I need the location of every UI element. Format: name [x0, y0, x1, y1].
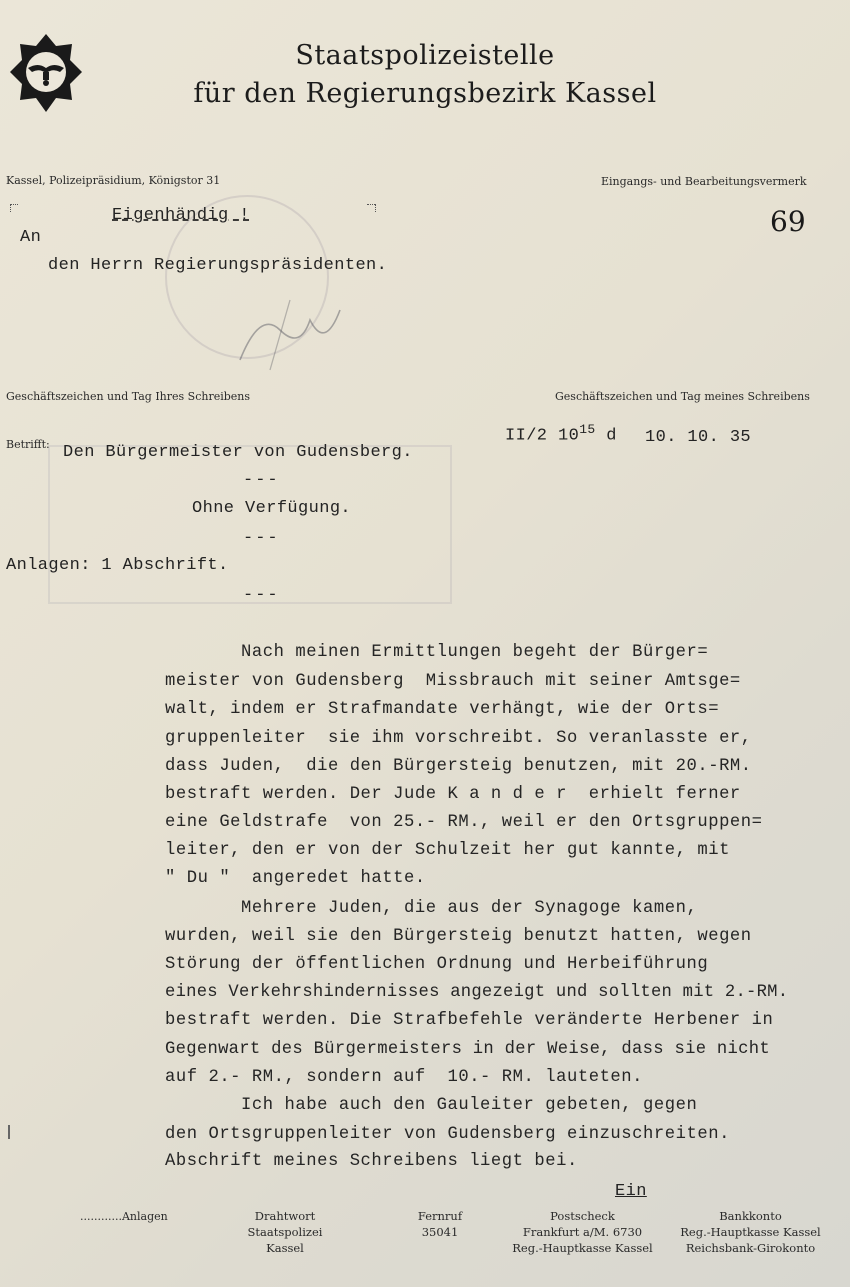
footer-text: Staatspolizei: [247, 1225, 323, 1239]
letterhead-title-line1: Staatspolizeistelle: [295, 40, 555, 71]
body-line: meister von Gudensberg Missbrauch mit seiner Amtsge=: [165, 672, 741, 691]
stamp-box: [48, 445, 452, 604]
body-line: leiter, den er von der Schulzeit her gut kannte, mit: [165, 841, 730, 860]
body-line: bestraft werden. Der Jude K a n d e r erhielt ferner: [165, 785, 741, 804]
footer-bankkonto: [668, 1208, 833, 1256]
body-line: Mehrere Juden, die aus der Synagoge kamen,: [165, 899, 698, 918]
body-line: den Ortsgruppenleiter von Gudensberg einzuschreiten.: [165, 1125, 730, 1144]
body-line: wurden, weil sie den Bürgersteig benutzt hatten, wegen: [165, 927, 752, 946]
their-reference-label: Geschäftszeichen und Tag Ihres Schreibens: [6, 390, 251, 403]
footer-text: Frankfurt a/M. 6730: [522, 1225, 643, 1239]
punch-mark: [8, 1125, 10, 1139]
body-line: Störung der öffentlichen Ordnung und Herbeiführung: [165, 955, 709, 974]
body-line: bestraft werden. Die Strafbefehle veränderte Herbener in: [165, 1011, 774, 1030]
attachments-line: Anlagen: 1 Abschrift.: [6, 556, 229, 575]
recipient-line1: An: [20, 228, 42, 247]
body-line: auf 2.- RM., sondern auf 10.- RM. lauteten.: [165, 1068, 644, 1087]
footer-text: Reichsbank-Girokonto: [685, 1241, 816, 1255]
body-line: eines Verkehrshindernisses angezeigt und sollten mit 2.-RM.: [165, 983, 789, 1002]
page-number: 69: [770, 205, 806, 238]
window-mark: [10, 204, 18, 205]
body-line: Gegenwart des Bürgermeisters in der Weise, dass sie nicht: [165, 1040, 771, 1059]
letterhead-title-line2: für den Regierungsbezirk Kassel: [193, 78, 657, 109]
body-line: Ich habe auch den Gauleiter gebeten, gegen: [165, 1096, 698, 1115]
footer-text: Kassel: [266, 1241, 304, 1255]
body-line: gruppenleiter sie ihm vorschreibt. So veranlasste er,: [165, 729, 752, 748]
body-line: " Du " angeredet hatte.: [165, 869, 426, 888]
footer-text: 35041: [421, 1225, 459, 1239]
footer-text: Reg.-Hauptkasse Kassel: [512, 1241, 653, 1255]
footer-text: Fernruf: [417, 1209, 463, 1223]
body-line: Nach meinen Ermittlungen begeht der Bürger=: [165, 643, 709, 662]
body-line: Abschrift meines Schreibens liegt bei.: [165, 1152, 578, 1171]
sender-address: Kassel, Polizeipräsidium, Königstor 31: [6, 174, 221, 187]
window-mark: [367, 204, 375, 205]
reference-date: 10. 10. 35: [645, 428, 752, 447]
ref-sup: 15: [579, 422, 596, 437]
separator-3: ---: [243, 586, 280, 605]
footer-anlagen-label: Anlagen: [121, 1210, 168, 1223]
footer-text: Bankkonto: [719, 1209, 782, 1223]
ref-prefix: II/2 10: [505, 426, 580, 446]
separator-1: ---: [243, 471, 280, 490]
recipient-line2: den Herrn Regierungspräsidenten.: [48, 256, 388, 275]
footer-anlagen: ............Anlagen: [80, 1210, 168, 1223]
pencil-signature: [230, 290, 360, 380]
subject-label: Betrifft:: [6, 438, 50, 451]
our-reference-label: Geschäftszeichen und Tag meines Schreibens: [555, 390, 810, 403]
body-line: eine Geldstrafe von 25.- RM., weil er den Ortsgruppen=: [165, 813, 763, 832]
window-mark: [10, 204, 11, 212]
body-line: walt, indem er Strafmandate verhängt, wie der Orts=: [165, 700, 720, 719]
footer-fernruf: [395, 1208, 485, 1240]
body-line: dass Juden, die den Bürgersteig benutzen, mit 20.-RM.: [165, 757, 752, 776]
subject-line2: Ohne Verfügung.: [192, 499, 352, 518]
personal-marker: Eigenhändig !: [112, 206, 250, 225]
footer-postscheck: [500, 1208, 665, 1256]
window-mark: [375, 204, 376, 212]
footer-text: Postscheck: [550, 1209, 615, 1223]
footer-drahtwort: [225, 1208, 345, 1256]
continuation-word: Ein: [615, 1182, 647, 1201]
intake-note-label: Eingangs- und Bearbeitungsvermerk: [601, 175, 807, 188]
footer-text: Reg.-Hauptkasse Kassel: [680, 1225, 821, 1239]
our-reference: [505, 422, 617, 446]
footer-text: Drahtwort: [254, 1209, 316, 1223]
separator-2: ---: [243, 529, 280, 548]
ref-suffix: d: [606, 426, 617, 446]
subject-line1: Den Bürgermeister von Gudensberg.: [63, 443, 413, 462]
